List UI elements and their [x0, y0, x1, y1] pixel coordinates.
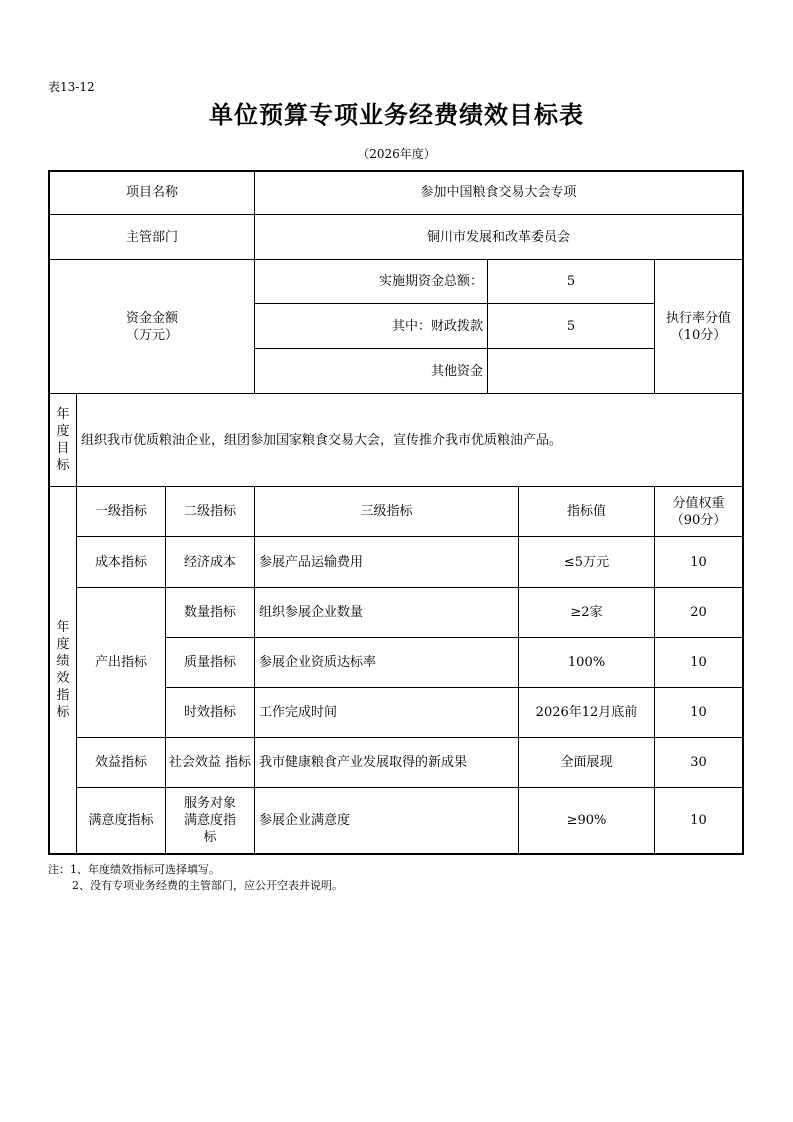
table-border-right	[742, 170, 744, 855]
value-cell: 100%	[567, 655, 606, 670]
other-funds-value	[488, 349, 654, 393]
level3-cell: 参展企业满意度	[259, 813, 351, 828]
header-weight-text: 分值权重	[672, 495, 725, 511]
header-level2: 二级指标	[183, 504, 236, 519]
value-cell: 全面展现	[560, 755, 613, 770]
value-cell: 2026年12月底前	[535, 705, 638, 720]
header-level3: 三级指标	[360, 504, 413, 519]
value-cell: ≥90%	[566, 813, 607, 828]
total-funds-value: 5	[566, 274, 576, 289]
weight-cell: 10	[690, 705, 707, 720]
project-name-value: 参加中国粮食交易大会专项	[420, 185, 577, 200]
level1-cost: 成本指标	[94, 554, 147, 570]
annual-goal-label	[50, 394, 76, 486]
level1-benefit: 效益指标	[94, 755, 147, 770]
level2-cell: 经济成本	[183, 554, 236, 570]
level2-cell: 数量指标	[183, 605, 236, 620]
level2-cell: 时效指标	[183, 705, 236, 720]
execution-rate-label: 执行率分值	[665, 310, 731, 326]
execution-rate-points: （10分）	[670, 327, 727, 343]
level3-cell: 我市健康粮食产业发展取得的新成果	[259, 755, 468, 770]
weight-cell: 30	[690, 755, 707, 770]
level3-cell: 工作完成时间	[259, 705, 338, 720]
level3-cell: 组织参展企业数量	[259, 605, 364, 620]
annual-goal-label-text: 年度目标	[56, 407, 70, 473]
header-level1: 一级指标	[94, 504, 147, 519]
fiscal-year: （2026年度）	[357, 147, 436, 161]
weight-cell: 10	[690, 655, 707, 670]
other-funds-label: 其他资金	[430, 363, 483, 379]
funds-unit: （万元）	[125, 327, 178, 343]
weight-cell: 10	[690, 813, 707, 828]
level3-cell: 参展企业资质达标率	[259, 655, 377, 670]
indicators-side-label	[50, 487, 76, 853]
weight-cell: 10	[690, 554, 707, 570]
fiscal-funds-value: 5	[566, 318, 576, 334]
weight-cell: 20	[690, 605, 707, 620]
header-value: 指标值	[566, 504, 606, 519]
header-weight-score: （90分）	[670, 512, 727, 528]
performance-target-table	[48, 170, 744, 854]
level2-cell: 服务对象满意度指标	[183, 796, 236, 845]
department-label: 主管部门	[125, 229, 178, 245]
funds-label	[50, 260, 254, 393]
value-cell: ≥2家	[570, 605, 603, 620]
form-code: 表13-12	[48, 80, 95, 94]
level1-satisfaction: 满意度指标	[88, 813, 154, 828]
funds-label-text: 资金金额	[125, 310, 178, 326]
fiscal-funds-label: 其中：财政拨款	[391, 318, 483, 334]
header-weight	[655, 487, 742, 536]
annual-goal-text: 组织我市优质粮油企业，组团参加国家粮食交易大会，宣传推介我市优质粮油产品。	[81, 432, 563, 448]
indicators-side-label-text: 年度绩效指标	[56, 620, 70, 720]
footnote-2: 2、没有专项业务经费的主管部门，应公开空表并说明。	[72, 879, 343, 892]
footnote-1: 注：1、年度绩效指标可选择填写。	[48, 863, 220, 876]
footnotes	[48, 862, 343, 894]
project-name-label: 项目名称	[125, 185, 178, 200]
department-value: 铜川市发展和改革委员会	[426, 229, 570, 245]
execution-rate-score	[655, 260, 742, 393]
value-cell: ≤5万元	[563, 554, 610, 570]
level1-output: 产出指标	[94, 655, 147, 670]
total-funds-label: 实施期资金总额：	[378, 274, 483, 289]
level3-cell: 参展产品运输费用	[259, 554, 364, 570]
level2-cell: 社会效益 指标	[168, 755, 252, 770]
table-border-bottom	[48, 853, 744, 855]
page-title: 单位预算专项业务经费绩效目标表	[209, 101, 584, 129]
level2-cell: 质量指标	[183, 655, 236, 670]
